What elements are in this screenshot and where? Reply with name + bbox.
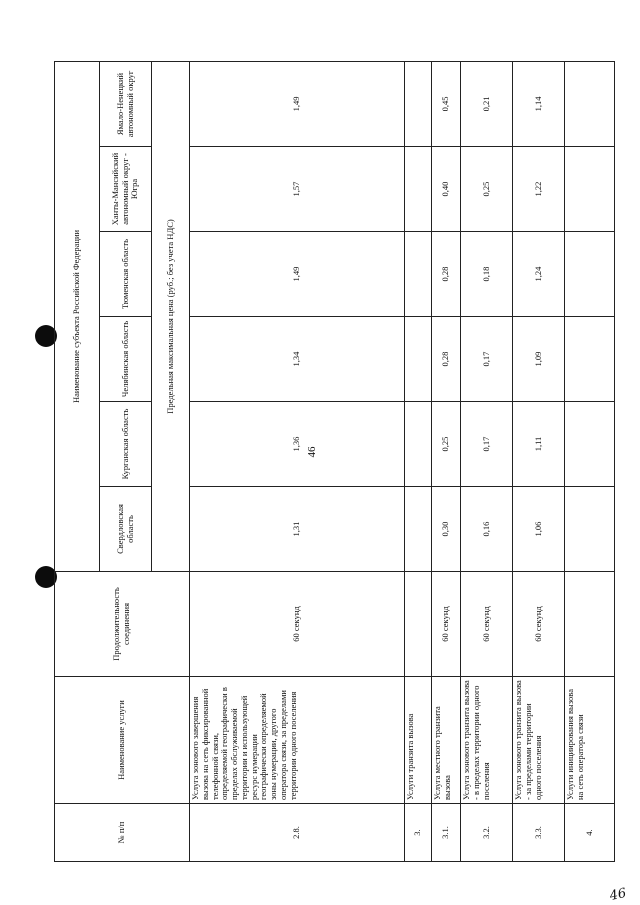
row-price: 1,36 bbox=[190, 402, 405, 487]
row-price bbox=[565, 147, 615, 232]
row-num: 3.3. bbox=[513, 804, 565, 862]
header-region: Ханты-Мансийский автономный округ - Югра bbox=[100, 147, 152, 232]
header-duration: Продолжительность соединения bbox=[55, 572, 190, 677]
row-price: 0,17 bbox=[461, 402, 513, 487]
row-price: 1,09 bbox=[513, 317, 565, 402]
row-service-name: Услуги инициирования вызова на сеть оператора связи bbox=[565, 677, 615, 804]
row-price bbox=[405, 147, 432, 232]
handwritten-page-number: 46 bbox=[608, 885, 628, 905]
table-row bbox=[190, 61, 405, 861]
row-price: 0,25 bbox=[461, 147, 513, 232]
row-duration: 60 секунд bbox=[513, 572, 565, 677]
row-price: 0,16 bbox=[461, 487, 513, 572]
row-duration bbox=[565, 572, 615, 677]
row-price: 1,22 bbox=[513, 147, 565, 232]
row-num: 3.1. bbox=[432, 804, 461, 862]
row-price bbox=[565, 61, 615, 146]
table-row bbox=[432, 61, 461, 861]
row-service-name: Услуга зонового завершения вызова на сеть фиксированной телефонной связи, определяемой географически в пределах обслуживаемой территории и использующей ресурс нумерации географически определяемой зоны нумерации, другого оператора связи, за пределами территории одного поселения bbox=[190, 677, 405, 804]
row-duration bbox=[405, 572, 432, 677]
row-price: 1,14 bbox=[513, 61, 565, 146]
header-price-caption: Предельная максимальная цена (руб.; без учета НДС) bbox=[152, 61, 190, 571]
row-num: 3.2. bbox=[461, 804, 513, 862]
table-row bbox=[461, 61, 513, 861]
row-price bbox=[405, 487, 432, 572]
table-row bbox=[565, 61, 615, 861]
row-duration: 60 секунд bbox=[432, 572, 461, 677]
row-price bbox=[565, 317, 615, 402]
row-price: 1,31 bbox=[190, 487, 405, 572]
row-price: 0,30 bbox=[432, 487, 461, 572]
row-price: 1,57 bbox=[190, 147, 405, 232]
row-price bbox=[405, 232, 432, 317]
row-num: 4. bbox=[565, 804, 615, 862]
header-num: № п/п bbox=[55, 804, 190, 862]
page-number: 46 bbox=[306, 446, 318, 458]
header-region: Челябинская область bbox=[100, 317, 152, 402]
tariff-table bbox=[54, 61, 615, 862]
row-price: 0,28 bbox=[432, 317, 461, 402]
row-num: 3. bbox=[405, 804, 432, 862]
row-num: 2.8. bbox=[190, 804, 405, 862]
row-service-name: Услуга зонового транзита вызова - в пределах территории одного поселения bbox=[461, 677, 513, 804]
rotated-tariff-table bbox=[54, 62, 614, 862]
row-price bbox=[405, 317, 432, 402]
row-price bbox=[405, 61, 432, 146]
row-service-name: Услуги транзита вызова bbox=[405, 677, 432, 804]
header-region: Ямало-Ненецкий автономный округ bbox=[100, 61, 152, 146]
table-row bbox=[513, 61, 565, 861]
table-row bbox=[405, 61, 432, 861]
row-price bbox=[565, 487, 615, 572]
row-price: 0,28 bbox=[432, 232, 461, 317]
row-duration: 60 секунд bbox=[190, 572, 405, 677]
header-region-group: Наименование субъекта Российской Федерации bbox=[55, 61, 100, 571]
header-region: Тюменская область bbox=[100, 232, 152, 317]
row-price: 0,21 bbox=[461, 61, 513, 146]
header-region: Курганская область bbox=[100, 402, 152, 487]
row-price: 0,45 bbox=[432, 61, 461, 146]
row-price: 1,49 bbox=[190, 232, 405, 317]
row-price: 0,40 bbox=[432, 147, 461, 232]
row-price: 1,06 bbox=[513, 487, 565, 572]
row-price: 1,24 bbox=[513, 232, 565, 317]
row-price: 0,17 bbox=[461, 317, 513, 402]
row-price bbox=[565, 232, 615, 317]
row-price: 1,11 bbox=[513, 402, 565, 487]
row-price: 1,34 bbox=[190, 317, 405, 402]
row-price bbox=[565, 402, 615, 487]
header-region: Свердловская область bbox=[100, 487, 152, 572]
row-service-name: Услуга зонового транзита вызова - за пределами территории одного поселения bbox=[513, 677, 565, 804]
row-duration: 60 секунд bbox=[461, 572, 513, 677]
row-price: 0,18 bbox=[461, 232, 513, 317]
row-price: 0,25 bbox=[432, 402, 461, 487]
row-service-name: Услуга местного транзита вызова bbox=[432, 677, 461, 804]
row-price bbox=[405, 402, 432, 487]
header-service: Наименование услуги bbox=[55, 677, 190, 804]
row-price: 1,49 bbox=[190, 61, 405, 146]
